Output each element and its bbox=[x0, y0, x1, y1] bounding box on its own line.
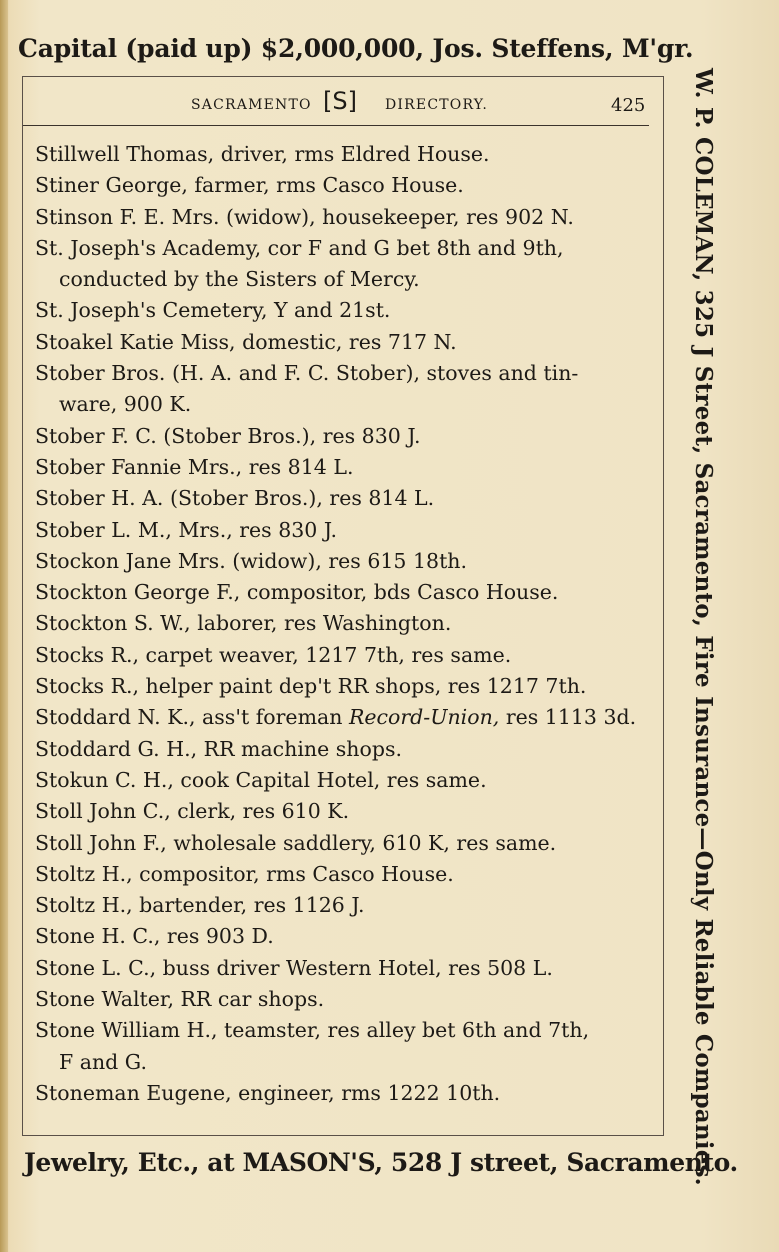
list-item: Stocks R., helper paint dep't RR shops, res 1217 7th. bbox=[35, 674, 587, 699]
list-item: Stober Fannie Mrs., res 814 L. bbox=[35, 454, 354, 479]
list-item: Stinson F. E. Mrs. (widow), housekeeper, res 902 N. bbox=[35, 204, 574, 229]
list-item: Stoakel Katie Miss, domestic, res 717 N. bbox=[35, 329, 457, 354]
list-item: Stober H. A. (Stober Bros.), res 814 L. bbox=[35, 486, 435, 511]
list-item: Stockon Jane Mrs. (widow), res 615 18th. bbox=[35, 548, 468, 573]
page-frame bbox=[22, 76, 664, 1136]
list-item: Stiner George, farmer, rms Casco House. bbox=[35, 173, 464, 198]
side-advertisement: W. P. COLEMAN, 325 J Street, Sacramento, Fire Insurance—Only Reliable Companies. bbox=[690, 68, 717, 1186]
list-item: Stoll John C., clerk, res 610 K. bbox=[35, 799, 350, 824]
list-item: Stone H. C., res 903 D. bbox=[35, 924, 274, 949]
list-item: St. Joseph's Academy, cor F and G bet 8th and 9th, conducted by the Sisters of Mercy. bbox=[35, 235, 564, 292]
page-number: 425 bbox=[611, 95, 646, 116]
list-item: Stober Bros. (H. A. and F. C. Stober), stoves and tin- ware, 900 K. bbox=[35, 361, 579, 417]
list-item: Stoddard G. H., RR machine shops. bbox=[35, 736, 402, 761]
list-item: Stoddard N. K., ass't foreman Record-Union, res 1113 3d. bbox=[35, 705, 637, 730]
list-item: St. Joseph's Cemetery, Y and 21st. bbox=[35, 298, 391, 323]
list-item: Stoneman Eugene, engineer, rms 1222 10th. bbox=[35, 1080, 501, 1105]
bottom-advertisement: Jewelry, Etc., at MASON'S, 528 J street, Sacramento. bbox=[24, 1148, 738, 1177]
header-directory: DIRECTORY. bbox=[385, 97, 489, 113]
list-item: Stone Walter, RR car shops. bbox=[35, 987, 325, 1012]
list-item: Stocks R., carpet weaver, 1217 7th, res same. bbox=[35, 642, 512, 667]
page-binding-edge bbox=[0, 0, 8, 1252]
list-item: Stober L. M., Mrs., res 830 J. bbox=[35, 517, 337, 542]
list-item: Stokun C. H., cook Capital Hotel, res same. bbox=[35, 767, 487, 792]
list-item: Stoltz H., bartender, res 1126 J. bbox=[35, 893, 365, 918]
list-item: Stoltz H., compositor, rms Casco House. bbox=[35, 861, 454, 886]
list-item: Stone William H., teamster, res alley bet 6th and 7th, F and G. bbox=[35, 1018, 590, 1074]
header-section-letter: [S] bbox=[323, 87, 357, 115]
list-item: Stockton S. W., laborer, res Washington. bbox=[35, 611, 452, 636]
top-advertisement: Capital (paid up) $2,000,000, Jos. Steffens, M'gr. bbox=[18, 34, 694, 63]
running-header bbox=[23, 85, 649, 126]
list-item: Stober F. C. (Stober Bros.), res 830 J. bbox=[35, 423, 421, 448]
list-item: Stone L. C., buss driver Western Hotel, res 508 L. bbox=[35, 955, 553, 980]
list-item: Stillwell Thomas, driver, rms Eldred House. bbox=[35, 142, 490, 166]
directory-entries bbox=[35, 139, 655, 1109]
list-item: Stoll John F., wholesale saddlery, 610 K, res same. bbox=[35, 830, 557, 855]
header-city: SACRAMENTO bbox=[191, 97, 312, 113]
list-item: Stockton George F., compositor, bds Casco House. bbox=[35, 580, 559, 605]
